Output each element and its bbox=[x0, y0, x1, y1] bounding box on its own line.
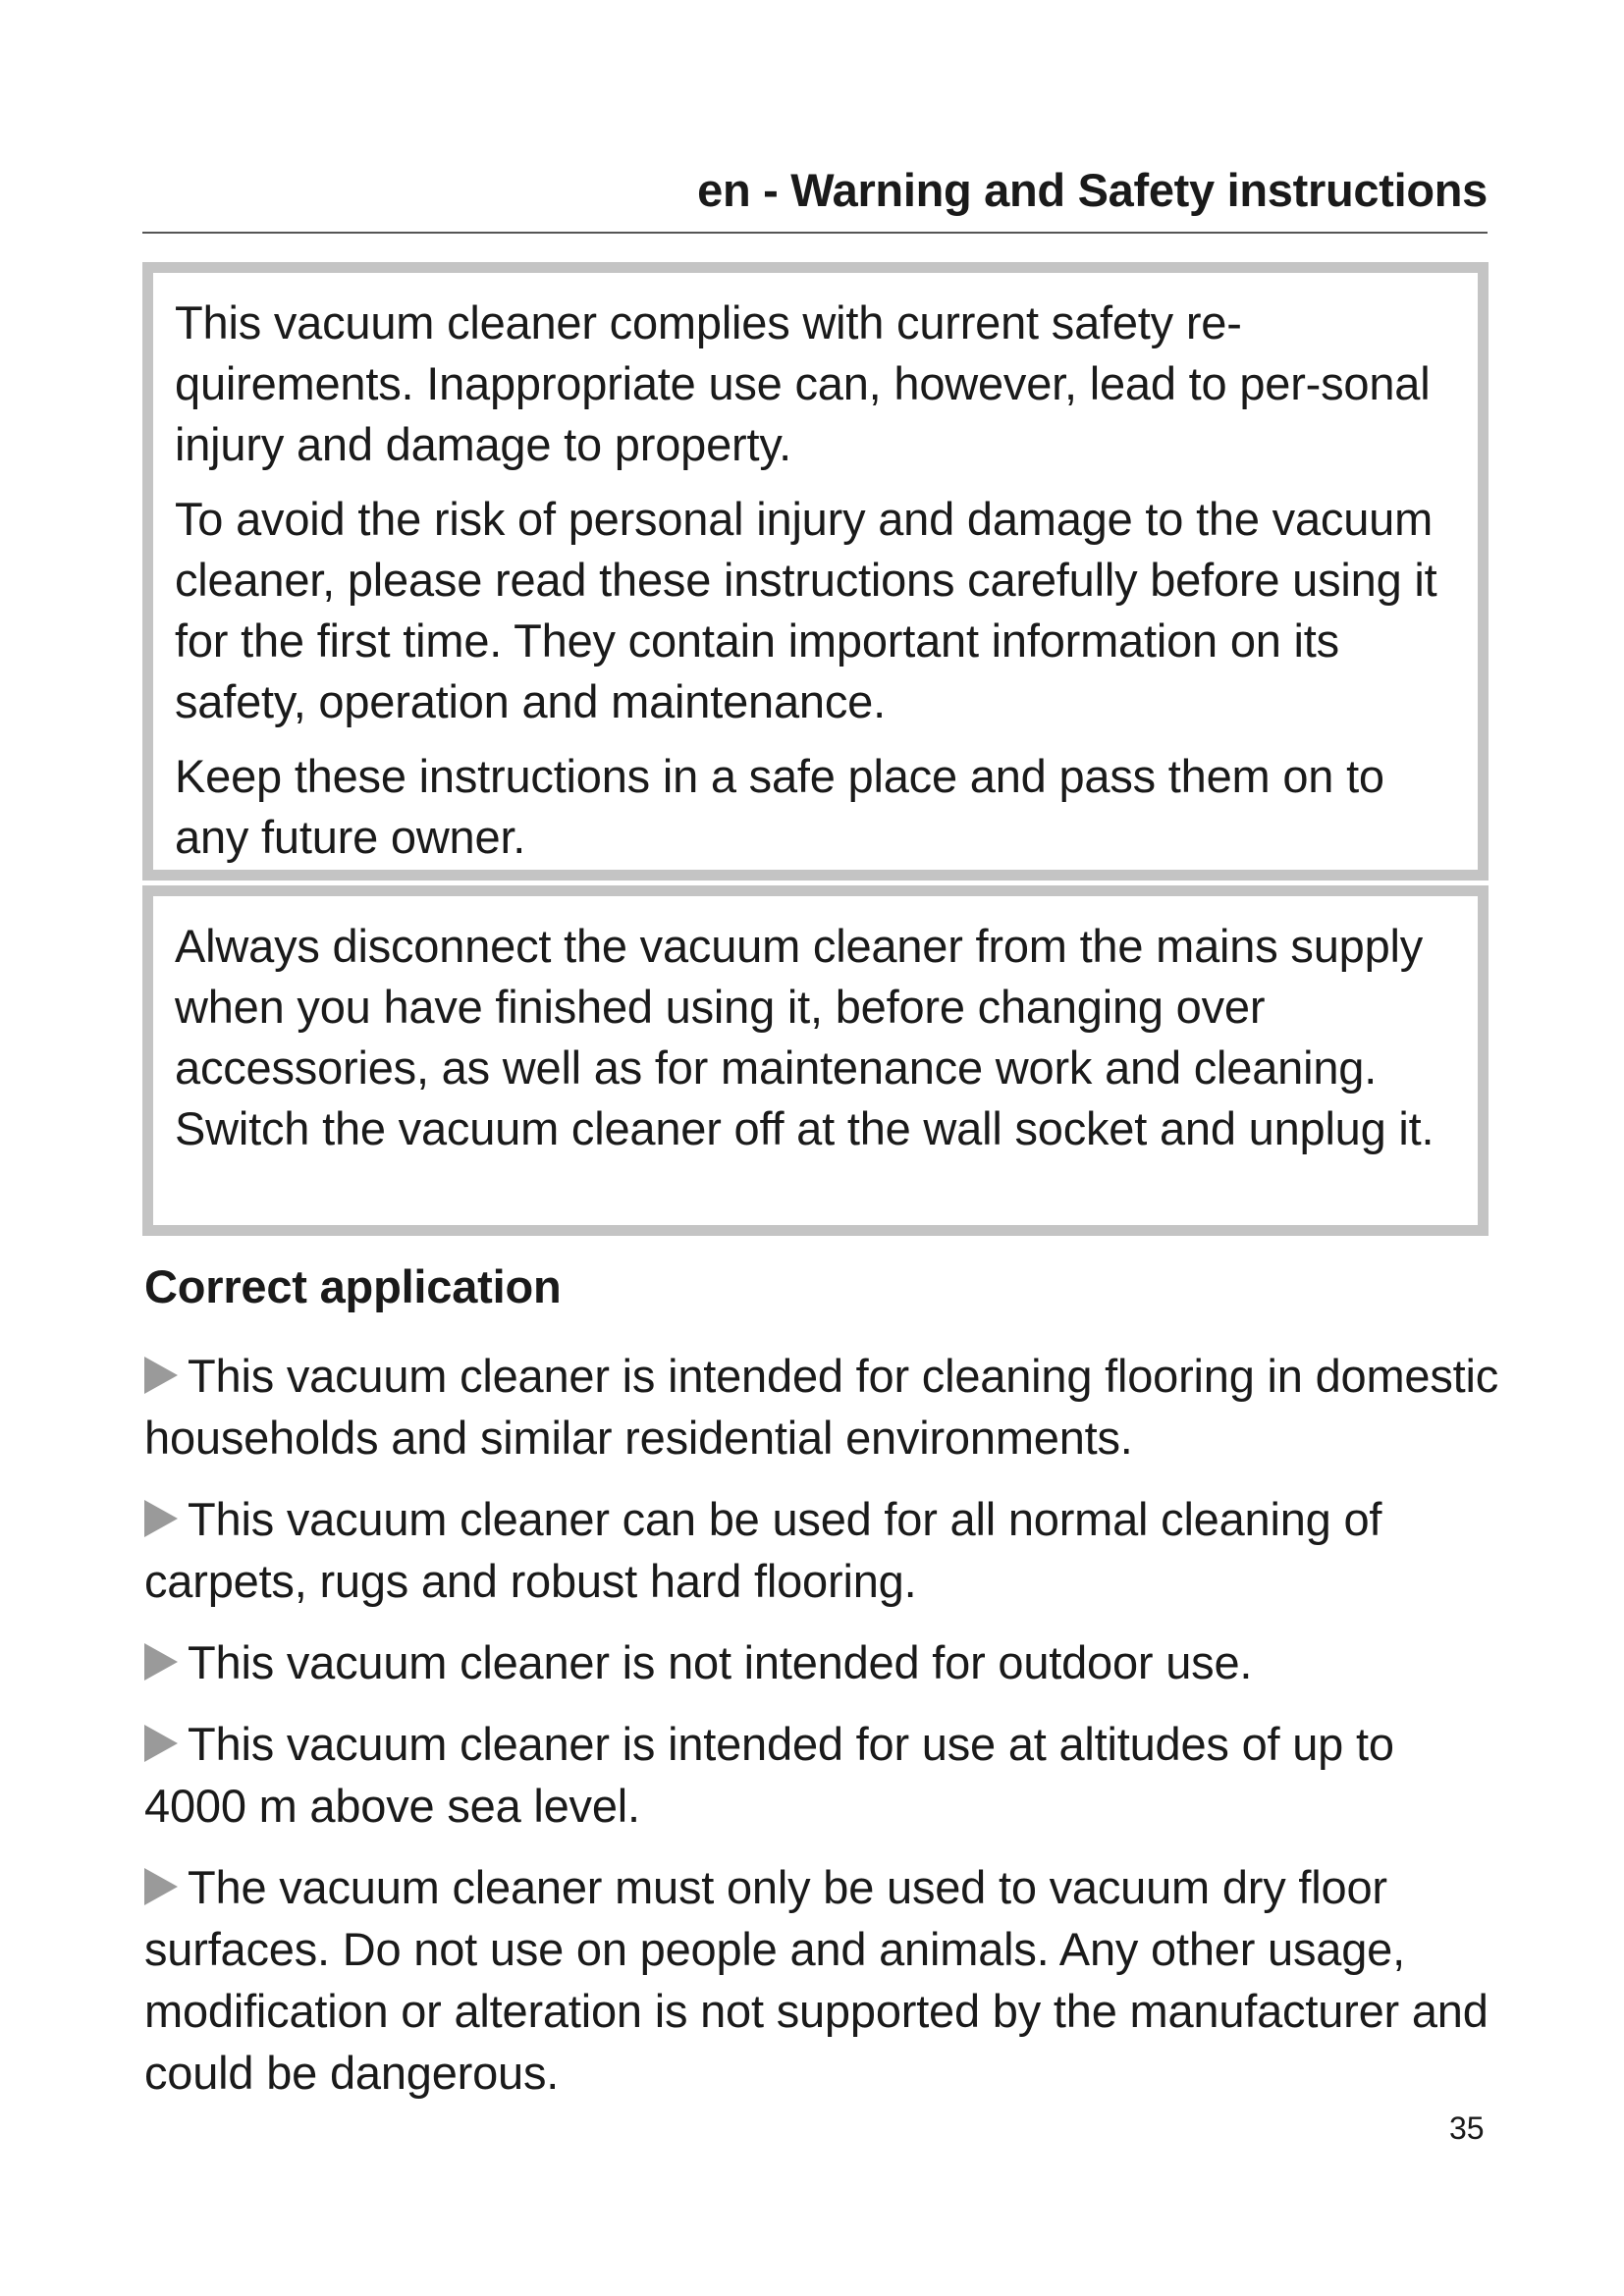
notice-paragraph: This vacuum cleaner complies with current safety re-quirements. Inappropriate use can, however, lead to per-sonal injury and damage to property. bbox=[175, 296, 1431, 470]
triangle-right-icon bbox=[144, 1643, 178, 1681]
correct-application-list bbox=[144, 1345, 1499, 2123]
triangle-right-icon bbox=[144, 1725, 178, 1762]
list-item bbox=[144, 1713, 1499, 1837]
disconnect-notice-box bbox=[142, 885, 1489, 1236]
page-number: 35 bbox=[1449, 2110, 1485, 2146]
triangle-right-icon bbox=[144, 1500, 178, 1537]
page-header bbox=[142, 157, 1488, 234]
list-item bbox=[144, 1631, 1499, 1693]
triangle-right-icon bbox=[144, 1357, 178, 1394]
list-item bbox=[144, 1345, 1499, 1468]
notice-paragraph: Keep these instructions in a safe place and pass them on to any future owner. bbox=[175, 750, 1384, 863]
header-title: en - Warning and Safety instructions bbox=[697, 164, 1488, 216]
list-item-text: This vacuum cleaner is intended for cleaning flooring in domestic households and similar residential environments. bbox=[144, 1350, 1499, 1464]
list-item-text: This vacuum cleaner is intended for use at altitudes of up to 4000 m above sea level. bbox=[144, 1718, 1394, 1832]
safety-notice-box bbox=[142, 262, 1489, 881]
list-item bbox=[144, 1856, 1499, 2104]
notice-paragraph: To avoid the risk of personal injury and damage to the vacuum cleaner, please read these instructions carefully before using it for the first time. They contain important information on its safety, operation and maintenance. bbox=[175, 493, 1437, 727]
triangle-right-icon bbox=[144, 1868, 178, 1905]
list-item-text: This vacuum cleaner is not intended for outdoor use. bbox=[188, 1636, 1253, 1688]
list-item-text: The vacuum cleaner must only be used to vacuum dry floor surfaces. Do not use on people and animals. Any other usage, modification or alteration is not supported by the manufacturer and could be dangerous. bbox=[144, 1861, 1489, 2099]
notice-paragraph: Always disconnect the vacuum cleaner from the mains supply when you have finished using it, before changing over accessories, as well as for maintenance work and cleaning. Switch the vacuum cleaner off at the wall socket and unplug it. bbox=[175, 920, 1435, 1154]
list-item-text: This vacuum cleaner can be used for all normal cleaning of carpets, rugs and robust hard flooring. bbox=[144, 1493, 1382, 1607]
list-item bbox=[144, 1488, 1499, 1612]
section-title-correct-application: Correct application bbox=[144, 1260, 562, 1312]
